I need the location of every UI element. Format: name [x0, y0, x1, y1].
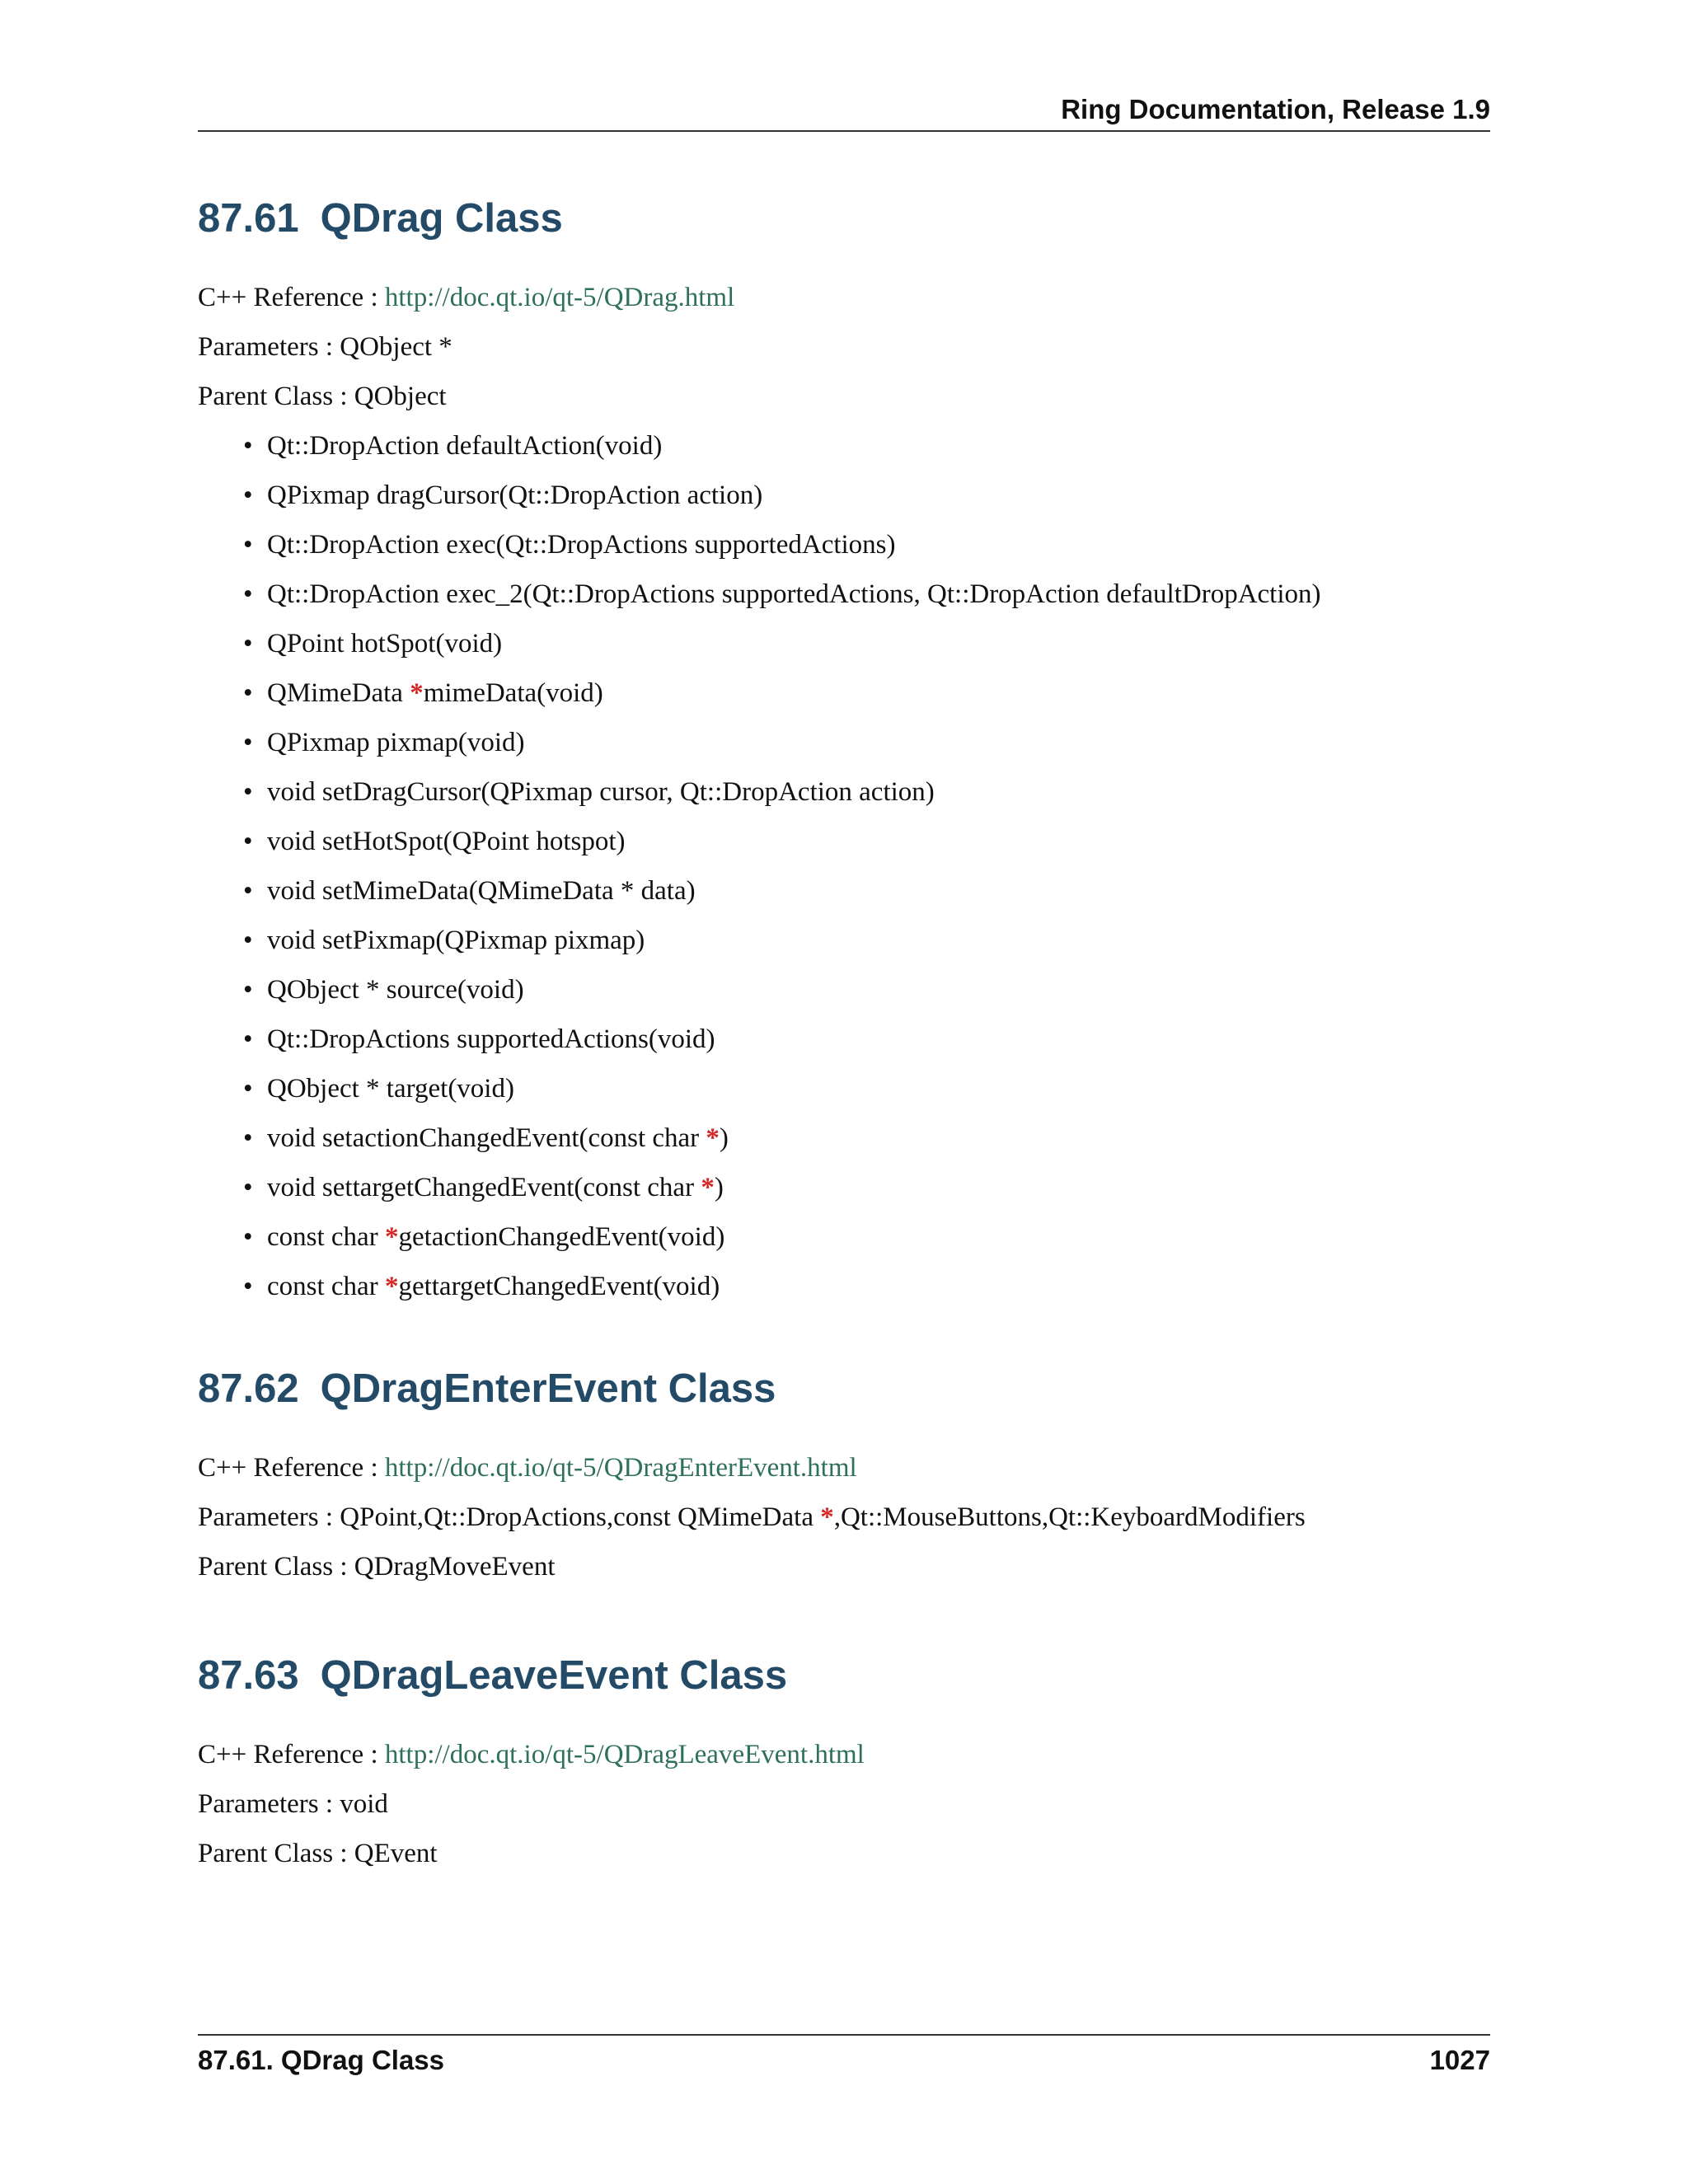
method-text: getactionChangedEvent(void) [398, 1222, 725, 1252]
section-heading [198, 194, 1490, 243]
bullet-icon: • [243, 530, 253, 560]
method-item [198, 1163, 1490, 1212]
bullet-icon: • [243, 1024, 253, 1054]
method-text: const char [267, 1222, 385, 1252]
bullet-icon: • [243, 480, 253, 510]
method-text: QPixmap pixmap(void) [267, 728, 525, 757]
section-qdragleaveevent [198, 1651, 1490, 1878]
method-text: void setHotSpot(QPoint hotspot) [267, 827, 626, 856]
section-title: QDragLeaveEvent Class [320, 1653, 788, 1698]
method-item [198, 718, 1490, 767]
cpp-reference-label: C++ Reference : [198, 1740, 385, 1769]
parent-class: Parent Class : QObject [198, 382, 447, 411]
parent-class: Parent Class : QDragMoveEvent [198, 1552, 556, 1582]
method-text: const char [267, 1272, 385, 1301]
method-text: void setactionChangedEvent(const char [267, 1123, 706, 1153]
method-text: void setDragCursor(QPixmap cursor, Qt::DropAction action) [267, 777, 935, 807]
method-item [198, 471, 1490, 520]
bullet-icon: • [243, 926, 253, 955]
method-item [198, 916, 1490, 965]
method-text: void settargetChangedEvent(const char [267, 1173, 701, 1202]
method-item [198, 1064, 1490, 1113]
pointer-star: * [384, 1222, 399, 1252]
section-title: QDragEnterEvent Class [320, 1366, 776, 1411]
method-text: QObject * source(void) [267, 975, 524, 1005]
parameters: Parameters : QObject * [198, 332, 452, 362]
method-item [198, 1113, 1490, 1163]
section-qdrag [198, 194, 1490, 1311]
cpp-reference-label: C++ Reference : [198, 1453, 385, 1483]
section-number: 87.62 [198, 1366, 299, 1411]
method-text: Qt::DropAction exec_2(Qt::DropActions supportedActions, Qt::DropAction defaultDropAction) [267, 579, 1321, 609]
document-title: Ring Documentation, Release 1.9 [1061, 94, 1490, 124]
method-text: QMimeData [267, 678, 410, 708]
pointer-star: * [820, 1502, 834, 1532]
bullet-icon: • [243, 876, 253, 906]
parameters-text-rest: ,Qt::MouseButtons,Qt::KeyboardModifiers [833, 1502, 1306, 1532]
cpp-reference [198, 1443, 1490, 1493]
method-text: Qt::DropActions supportedActions(void) [267, 1024, 715, 1054]
bullet-icon: • [243, 777, 253, 807]
bullet-icon: • [243, 1173, 253, 1202]
bullet-icon: • [243, 827, 253, 856]
cpp-reference-link[interactable]: http://doc.qt.io/qt-5/QDragLeaveEvent.html [384, 1740, 865, 1769]
method-item [198, 866, 1490, 916]
pointer-star: * [410, 678, 424, 708]
bullet-icon: • [243, 1074, 253, 1104]
section-title: QDrag Class [320, 196, 563, 241]
bullet-icon: • [243, 431, 253, 461]
method-item [198, 1015, 1490, 1064]
section-qdragenterevent [198, 1364, 1490, 1591]
method-item [198, 1212, 1490, 1262]
bullet-icon: • [243, 728, 253, 757]
bullet-icon: • [243, 678, 253, 708]
bullet-icon: • [243, 579, 253, 609]
running-header [198, 89, 1490, 132]
cpp-reference-link[interactable]: http://doc.qt.io/qt-5/QDragEnterEvent.html [384, 1453, 857, 1483]
section-heading [198, 1651, 1490, 1700]
method-item [198, 965, 1490, 1015]
bullet-icon: • [243, 1222, 253, 1252]
method-text: Qt::DropAction exec(Qt::DropActions supportedActions) [267, 530, 896, 560]
method-text: void setMimeData(QMimeData * data) [267, 876, 696, 906]
footer-section: 87.61. QDrag Class [198, 2045, 444, 2075]
bullet-icon: • [243, 1272, 253, 1301]
method-item [198, 421, 1490, 471]
method-text: QObject * target(void) [267, 1074, 514, 1104]
method-item [198, 817, 1490, 866]
method-text: QPoint hotSpot(void) [267, 629, 503, 658]
method-list [198, 421, 1490, 1311]
method-text: mimeData(void) [423, 678, 603, 708]
method-item [198, 520, 1490, 569]
parent-class: Parent Class : QEvent [198, 1839, 438, 1868]
method-text: Qt::DropAction defaultAction(void) [267, 431, 663, 461]
page-number: 1027 [1429, 2045, 1490, 2075]
pointer-star: * [701, 1173, 715, 1202]
parameters: Parameters : void [198, 1789, 388, 1819]
section-number: 87.61 [198, 196, 299, 241]
method-item [198, 1262, 1490, 1311]
cpp-reference [198, 273, 1490, 322]
bullet-icon: • [243, 1123, 253, 1153]
method-text: gettargetChangedEvent(void) [398, 1272, 720, 1301]
parameters-text: Parameters : QPoint,Qt::DropActions,const QMimeData [198, 1502, 821, 1532]
method-text: ) [714, 1173, 724, 1202]
bullet-icon: • [243, 629, 253, 658]
cpp-reference-link[interactable]: http://doc.qt.io/qt-5/QDrag.html [384, 283, 735, 312]
pointer-star: * [706, 1123, 720, 1153]
section-heading [198, 1364, 1490, 1413]
method-item [198, 668, 1490, 718]
method-text: ) [719, 1123, 729, 1153]
running-footer [198, 2034, 1490, 2085]
section-number: 87.63 [198, 1653, 299, 1698]
method-item [198, 767, 1490, 817]
method-item [198, 569, 1490, 619]
parameters [198, 1493, 1490, 1542]
method-text: QPixmap dragCursor(Qt::DropAction action) [267, 480, 763, 510]
bullet-icon: • [243, 975, 253, 1005]
pointer-star: * [384, 1272, 399, 1301]
cpp-reference [198, 1730, 1490, 1779]
method-text: void setPixmap(QPixmap pixmap) [267, 926, 645, 955]
cpp-reference-label: C++ Reference : [198, 283, 385, 312]
method-item [198, 619, 1490, 668]
